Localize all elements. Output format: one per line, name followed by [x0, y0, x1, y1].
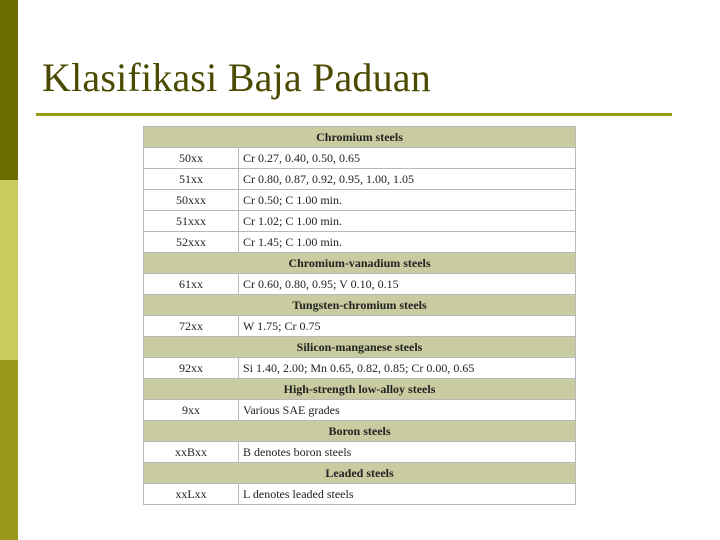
steel-composition: Si 1.40, 2.00; Mn 0.65, 0.82, 0.85; Cr 0.00, 0.65: [239, 358, 576, 379]
slide-title: Klasifikasi Baja Paduan: [42, 55, 431, 100]
group-heading: Chromium steels: [144, 127, 576, 148]
group-heading: Chromium-vanadium steels: [144, 253, 576, 274]
steel-code: 51xx: [144, 169, 239, 190]
steel-code: xxLxx: [144, 484, 239, 505]
steel-composition: Cr 1.02; C 1.00 min.: [239, 211, 576, 232]
steel-code: 50xxx: [144, 190, 239, 211]
steel-composition: Cr 0.50; C 1.00 min.: [239, 190, 576, 211]
steel-code: 61xx: [144, 274, 239, 295]
table-row: [144, 274, 576, 295]
steel-composition: Cr 0.60, 0.80, 0.95; V 0.10, 0.15: [239, 274, 576, 295]
side-accent-bar-top: [0, 0, 18, 180]
table-row: [144, 358, 576, 379]
group-header-row: [144, 295, 576, 316]
group-heading: Tungsten-chromium steels: [144, 295, 576, 316]
group-heading: Leaded steels: [144, 463, 576, 484]
group-heading: High-strength low-alloy steels: [144, 379, 576, 400]
table-row: [144, 211, 576, 232]
steel-composition: Various SAE grades: [239, 400, 576, 421]
steel-code: 9xx: [144, 400, 239, 421]
table-row: [144, 316, 576, 337]
table-row: [144, 442, 576, 463]
group-heading: Boron steels: [144, 421, 576, 442]
steel-code: 51xxx: [144, 211, 239, 232]
steel-composition: W 1.75; Cr 0.75: [239, 316, 576, 337]
steel-composition: B denotes boron steels: [239, 442, 576, 463]
alloy-steel-classification-table: [143, 126, 576, 505]
side-accent-bar-bottom: [0, 360, 18, 540]
group-heading: Silicon-manganese steels: [144, 337, 576, 358]
table-row: [144, 232, 576, 253]
title-underline: [36, 113, 672, 116]
group-header-row: [144, 253, 576, 274]
group-header-row: [144, 379, 576, 400]
group-header-row: [144, 337, 576, 358]
steel-composition: Cr 0.27, 0.40, 0.50, 0.65: [239, 148, 576, 169]
steel-code: 52xxx: [144, 232, 239, 253]
steel-code: 50xx: [144, 148, 239, 169]
group-header-row: [144, 127, 576, 148]
table-row: [144, 484, 576, 505]
steel-code: xxBxx: [144, 442, 239, 463]
group-header-row: [144, 463, 576, 484]
steel-code: 72xx: [144, 316, 239, 337]
steel-composition: Cr 1.45; C 1.00 min.: [239, 232, 576, 253]
table-row: [144, 400, 576, 421]
steel-code: 92xx: [144, 358, 239, 379]
group-header-row: [144, 421, 576, 442]
table-row: [144, 190, 576, 211]
table-row: [144, 148, 576, 169]
side-accent-bar-middle: [0, 180, 18, 360]
steel-composition: L denotes leaded steels: [239, 484, 576, 505]
steel-composition: Cr 0.80, 0.87, 0.92, 0.95, 1.00, 1.05: [239, 169, 576, 190]
table-row: [144, 169, 576, 190]
